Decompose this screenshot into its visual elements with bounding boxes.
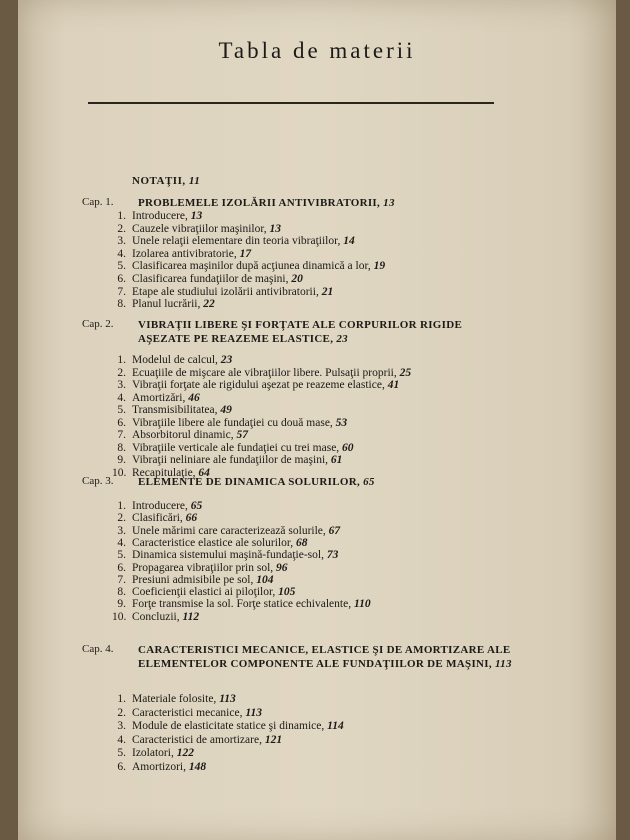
chapter-number: 1. xyxy=(105,196,114,208)
toc-item-page: 61 xyxy=(330,454,343,466)
toc-item-text: Module de elasticitate statice şi dinamice, xyxy=(132,720,325,733)
toc-item xyxy=(112,525,340,538)
chapter-number: 2. xyxy=(105,318,114,330)
toc-item-number: 8. xyxy=(117,441,126,454)
toc-item xyxy=(112,298,215,311)
toc-item xyxy=(112,761,206,774)
toc-item-text: Materiale folosite, xyxy=(132,693,217,705)
chapter-number: 3. xyxy=(105,475,114,487)
chapter-prefix: Cap. xyxy=(82,475,103,487)
toc-item xyxy=(112,734,282,747)
toc-item-page: 20 xyxy=(291,273,303,285)
toc-item xyxy=(112,442,354,455)
toc-item-text: Introducere, xyxy=(132,500,188,512)
toc-item-page: 49 xyxy=(220,404,232,416)
toc-item-page: 53 xyxy=(335,416,348,429)
toc-item-page: 73 xyxy=(326,549,339,562)
chapter-page: 13 xyxy=(383,197,395,209)
toc-item-number: 8. xyxy=(117,298,126,311)
toc-item xyxy=(112,392,200,405)
toc-item-text: Presiuni admisibile pe sol, xyxy=(132,573,254,586)
toc-item-text: Propagarea vibraţiilor prin sol, xyxy=(132,561,274,574)
toc-item-number: 7. xyxy=(117,429,126,441)
toc-item xyxy=(112,467,210,480)
toc-item-page: 66 xyxy=(185,512,198,525)
toc-item xyxy=(112,574,274,587)
chapter-title-text: PROBLEMELE IZOLĂRII ANTIVIBRATORII, xyxy=(138,197,381,209)
toc-item-page: 113 xyxy=(245,706,262,719)
toc-item xyxy=(112,260,385,273)
toc-item-text: Absorbitorul dinamic, xyxy=(132,429,234,441)
toc-item-page: 46 xyxy=(188,391,200,404)
toc-item-text: Clasificarea maşinilor după acţiunea dinamică a lor, xyxy=(132,260,371,273)
toc-item xyxy=(112,586,295,599)
chapter-prefix: Cap. xyxy=(82,643,103,655)
toc-item-page: 64 xyxy=(198,466,210,479)
toc-item-text: Ecuaţiile de mişcare ale vibraţiilor libere. Pulsaţii proprii, xyxy=(132,366,397,379)
toc-item-text: Vibraţii neliniare ale fundaţiilor de maşini, xyxy=(132,454,329,466)
toc-item-text: Unele relaţii elementare din teoria vibraţiilor, xyxy=(132,235,341,248)
toc-item-text: Unele mărimi care caracterizează solurile, xyxy=(132,524,326,537)
toc-item xyxy=(112,611,199,624)
toc-item-number: 1. xyxy=(117,354,126,366)
toc-item xyxy=(112,223,281,236)
chapter-number: 4. xyxy=(105,643,114,655)
toc-item-text: Planul lucrării, xyxy=(132,298,201,311)
toc-item xyxy=(112,537,307,550)
chapter-prefix: Cap. xyxy=(82,318,103,330)
toc-item xyxy=(112,367,411,380)
toc-item-number: 7. xyxy=(117,285,126,298)
chapter-label xyxy=(82,475,113,487)
toc-item xyxy=(112,404,232,417)
toc-item xyxy=(112,248,251,261)
chapter-title xyxy=(138,318,514,346)
toc-item-text: Izolarea antivibratorie, xyxy=(132,247,237,260)
book-page xyxy=(18,0,616,840)
toc-item-number: 2. xyxy=(117,366,126,379)
notatii-label: NOTAŢII, xyxy=(132,175,186,187)
toc-item-text: Introducere, xyxy=(132,210,188,222)
toc-item-number: 10. xyxy=(112,610,127,623)
toc-item-number: 6. xyxy=(117,561,126,574)
toc-item-number: 8. xyxy=(117,586,126,599)
toc-item-page: 41 xyxy=(387,379,400,391)
toc-item-page: 14 xyxy=(343,235,355,248)
toc-item-page: 23 xyxy=(220,354,233,366)
chapter-page: 65 xyxy=(363,476,375,488)
toc-item-text: Clasificări, xyxy=(132,512,183,525)
toc-item-page: 65 xyxy=(190,500,203,512)
toc-item-page: 17 xyxy=(239,247,252,260)
toc-item xyxy=(112,598,371,611)
chapter-title-text: VIBRAŢII LIBERE ŞI FORŢATE ALE CORPURILOR RIGIDE AŞEZATE PE REAZEME ELASTICE, xyxy=(138,319,463,345)
chapter-page: 23 xyxy=(336,333,348,345)
chapter-title xyxy=(138,196,514,210)
toc-item-text: Amortizări, xyxy=(132,391,186,404)
toc-item-page: 22 xyxy=(203,298,215,311)
toc-item xyxy=(112,707,262,720)
toc-item-number: 4. xyxy=(117,391,126,404)
toc-item-number: 1. xyxy=(117,693,126,705)
toc-item-number: 10. xyxy=(112,466,127,479)
toc-item-text: Vibraţiile verticale ale fundaţiei cu trei mase, xyxy=(132,441,340,454)
toc-item-page: 68 xyxy=(295,536,308,549)
toc-item-text: Cauzele vibraţiilor maşinilor, xyxy=(132,222,267,235)
toc-item-number: 4. xyxy=(117,247,126,260)
toc-item-text: Etape ale studiului izolării antivibratorii, xyxy=(132,285,319,298)
toc-item-number: 3. xyxy=(117,379,126,391)
chapter-label xyxy=(82,643,113,655)
toc-item-number: 9. xyxy=(117,454,126,466)
chapter-label xyxy=(82,196,113,208)
toc-item xyxy=(112,417,347,430)
toc-item xyxy=(112,454,342,467)
toc-item-page: 114 xyxy=(327,720,344,733)
toc-item-text: Dinamica sistemului maşină-fundaţie-sol, xyxy=(132,549,324,562)
toc-item-number: 9. xyxy=(117,598,126,611)
toc-item xyxy=(112,512,197,525)
toc-item xyxy=(112,720,344,733)
chapter-title-text: CARACTERISTICI MECANICE, ELASTICE ŞI DE AMORTIZARE ALE ELEMENTELOR COMPONENTE ALE FUNDAŢIILOR DE MAŞINI, xyxy=(138,644,511,670)
toc-item-number: 6. xyxy=(117,761,126,773)
toc-item-page: 122 xyxy=(176,747,194,760)
toc-item-page: 67 xyxy=(328,524,341,537)
toc-item-number: 4. xyxy=(117,536,126,549)
toc-item-text: Caracteristici mecanice, xyxy=(132,706,243,719)
toc-item-number: 3. xyxy=(117,524,126,537)
toc-item xyxy=(112,354,232,367)
toc-item-number: 7. xyxy=(117,573,126,586)
toc-item-page: 25 xyxy=(399,366,412,379)
toc-item-page: 121 xyxy=(264,733,283,746)
toc-item-page: 104 xyxy=(256,573,274,586)
toc-item-text: Modelul de calcul, xyxy=(132,354,218,366)
toc-item-text: Recapitulaţie, xyxy=(132,466,196,479)
chapter-title-text: ELEMENTE DE DINAMICA SOLURILOR, xyxy=(138,476,361,488)
toc-item-text: Forţe transmise la sol. Forţe statice echivalente, xyxy=(132,598,352,611)
toc-item-page: 110 xyxy=(353,598,371,611)
toc-item-text: Transmisibilitatea, xyxy=(132,404,218,416)
toc-item-text: Izolatori, xyxy=(132,747,174,760)
toc-item-text: Caracteristice elastice ale solurilor, xyxy=(132,536,294,549)
toc-item xyxy=(112,500,202,513)
toc-item-number: 6. xyxy=(117,273,126,285)
toc-item xyxy=(112,286,333,299)
toc-item-text: Amortizori, xyxy=(132,761,186,773)
toc-item xyxy=(112,747,194,760)
toc-item-page: 13 xyxy=(190,210,203,222)
toc-item-page: 105 xyxy=(278,586,296,599)
toc-item-page: 113 xyxy=(219,693,236,705)
toc-item-page: 96 xyxy=(276,561,288,574)
page-title: Tabla de materii xyxy=(218,38,416,63)
toc-item-page: 13 xyxy=(269,222,282,235)
toc-item-number: 2. xyxy=(117,222,126,235)
chapter-label xyxy=(82,318,113,330)
title-divider xyxy=(88,102,494,104)
toc-item-page: 19 xyxy=(373,260,386,273)
toc-item-number: 2. xyxy=(117,706,126,719)
toc-item xyxy=(112,693,236,706)
notatii-entry xyxy=(132,175,200,187)
toc-item-text: Caracteristici de amortizare, xyxy=(132,733,262,746)
toc-item-page: 60 xyxy=(342,441,354,454)
toc-item-number: 1. xyxy=(117,500,126,512)
toc-item xyxy=(112,379,399,392)
toc-item xyxy=(112,549,338,562)
toc-item-text: Vibraţiile libere ale fundaţiei cu două mase, xyxy=(132,416,333,429)
toc-item-number: 1. xyxy=(117,210,126,222)
chapter-page: 113 xyxy=(494,658,512,670)
toc-item-text: Vibraţii forţate ale rigidului aşezat pe reazeme elastice, xyxy=(132,379,385,391)
notatii-page: 11 xyxy=(188,175,201,187)
toc-item-text: Concluzii, xyxy=(132,610,180,623)
toc-item-page: 21 xyxy=(321,285,334,298)
toc-item-text: Coeficienţii elastici ai piloţilor, xyxy=(132,586,276,599)
toc-item-number: 6. xyxy=(117,416,126,429)
chapter-title xyxy=(138,643,514,671)
toc-item-number: 2. xyxy=(117,512,126,525)
toc-item-page: 148 xyxy=(188,761,207,773)
toc-item-number: 5. xyxy=(117,404,126,416)
toc-item-page: 57 xyxy=(236,429,248,441)
toc-item xyxy=(112,235,355,248)
toc-item-number: 5. xyxy=(117,549,126,562)
toc-item-text: Clasificarea fundaţiilor de maşini, xyxy=(132,273,289,285)
toc-item xyxy=(112,429,248,442)
toc-item-page: 112 xyxy=(182,610,200,623)
toc-item-number: 5. xyxy=(117,747,126,760)
toc-item xyxy=(112,273,303,286)
toc-item-number: 5. xyxy=(117,260,126,273)
toc-item-number: 3. xyxy=(117,720,126,733)
toc-item xyxy=(112,210,202,223)
chapter-prefix: Cap. xyxy=(82,196,103,208)
toc-item-number: 3. xyxy=(117,235,126,248)
toc-item xyxy=(112,562,288,575)
toc-item-number: 4. xyxy=(117,733,126,746)
